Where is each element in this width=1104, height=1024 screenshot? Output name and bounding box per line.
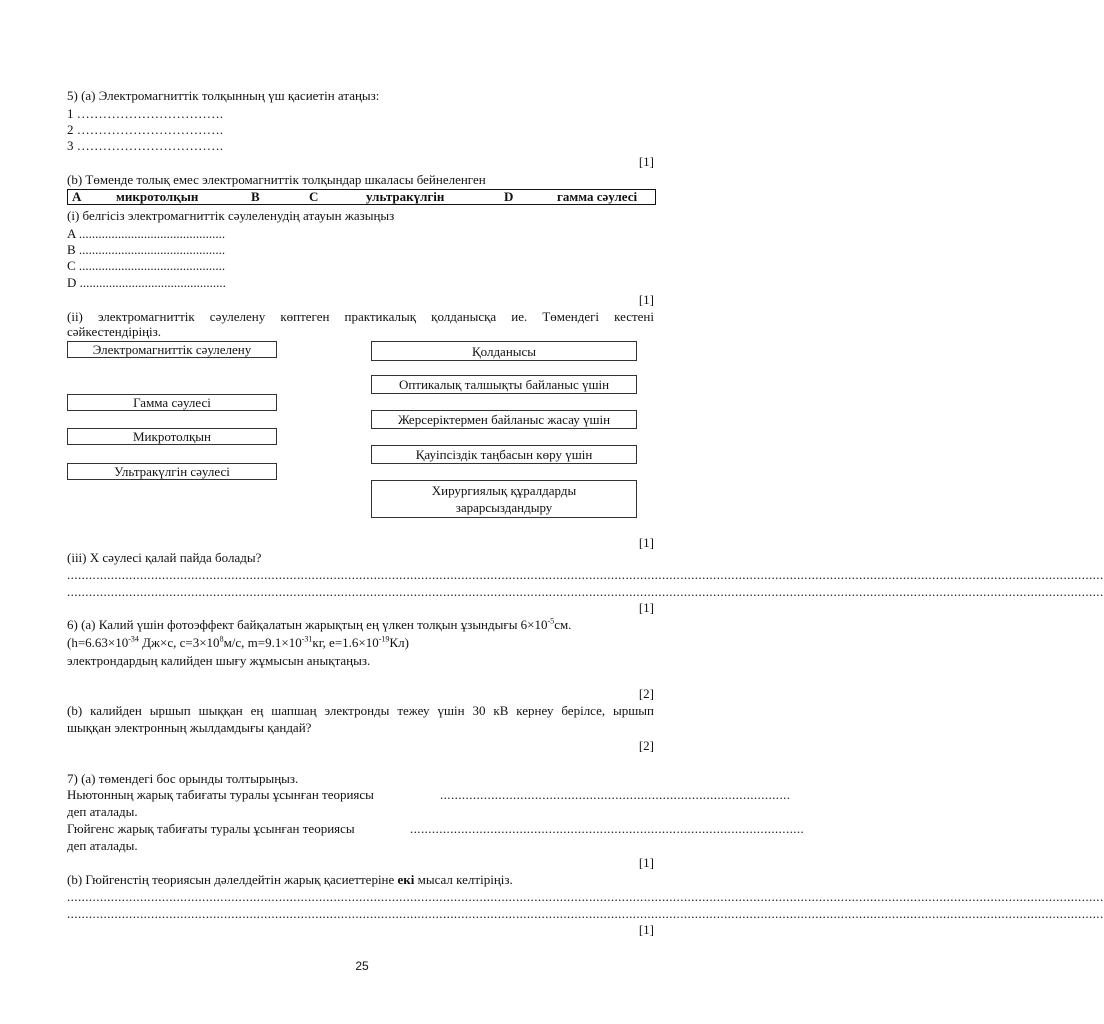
left-item-gamma: Гамма сәулесі: [67, 394, 277, 411]
const-h: (h=6.63×10: [67, 635, 129, 650]
q7b-answer-line-2: ............................................................................................................................................................................................................................................................................................: [67, 906, 1104, 921]
q6a-unit: см.: [554, 617, 572, 632]
q6a-mark: [2]: [638, 686, 654, 701]
right-header-box: Қолданысы: [371, 341, 637, 361]
scale-cell-c: C: [309, 189, 319, 204]
const-m-exp: -31: [301, 634, 313, 644]
q6a-line-3: электрондардың калийден шығу жұмысын анықтаңыз.: [67, 653, 371, 668]
q5biii-prompt: (iii) X сәулесі қалай пайда болады?: [67, 550, 262, 565]
right-item-fiber-optic: Оптикалық талшықты байланыс үшін: [371, 375, 637, 394]
right-item-security-mark: Қауіпсіздік таңбасын көру үшін: [371, 445, 637, 464]
q5bi-line-c: C .............................................: [67, 258, 226, 273]
q5bii-prompt-line-2: сәйкестендіріңіз.: [67, 324, 162, 339]
q5a-prompt: 5) (a) Электромагниттік толқынның үш қасиетін атаңыз:: [67, 88, 380, 103]
q7b-prompt-bold: екі: [397, 872, 415, 887]
q7a-huygens: Гюйгенс жарық табиғаты туралы ұсынған теориясы: [67, 821, 355, 836]
page-number: 25: [355, 959, 369, 973]
const-m: м/с, m=9.1×10: [223, 635, 302, 650]
q5biii-mark: [1]: [638, 600, 654, 615]
q5biii-answer-line-1: ............................................................................................................................................................................................................................................................................................: [67, 567, 1104, 582]
q6b-mark: [2]: [638, 738, 654, 753]
q7b-prompt-start: (b) Гюйгенстің теориясын дәлелдейтін жарық қасиеттеріне: [67, 872, 398, 887]
const-e-unit: Кл): [389, 635, 409, 650]
scale-cell-a: A: [72, 189, 82, 204]
scale-cell-d: D: [504, 189, 514, 204]
q5bi-prompt: (i) белгісіз электромагниттік сәулеленудің атауын жазыңыз: [67, 208, 395, 223]
q5bi-line-d: D .............................................: [67, 275, 226, 290]
scale-cell-microwave: микротолқын: [116, 189, 199, 204]
scale-cell-gamma: гамма сәулесі: [557, 189, 638, 204]
right-item-sterilize-line-1: Хирургиялық құралдарды: [431, 483, 577, 498]
q7a-newton: Ньютонның жарық табиғаты туралы ұсынған теориясы: [67, 787, 374, 802]
scale-cell-b: B: [251, 189, 260, 204]
q7a-mark: [1]: [638, 855, 654, 870]
q7b-mark: [1]: [638, 922, 654, 937]
q5a-answer-line-1: 1 …………………………….: [67, 106, 223, 121]
q6b-line-2: шыққан электронның жылдамдығы қандай?: [67, 720, 312, 735]
const-h-exp: -34: [128, 634, 139, 644]
q7a-newton-blank: ................................................................................................: [440, 787, 791, 802]
q5bii-mark: [1]: [638, 535, 654, 550]
em-scale-table: [67, 189, 656, 205]
q7a-called-1: деп аталады.: [67, 804, 138, 819]
q5a-mark: [1]: [638, 154, 654, 169]
q5b-prompt: (b) Төменде толық емес электромагниттік толқындар шкаласы бейнеленген: [67, 172, 486, 187]
const-e-exp: -19: [378, 634, 390, 644]
const-c-exp: 8: [219, 634, 224, 644]
q5a-answer-line-3: 3 …………………………….: [67, 138, 223, 153]
q7b-prompt-end: мысал келтіріңіз.: [414, 872, 513, 887]
q5biii-answer-line-2: ............................................................................................................................................................................................................................................................................................: [67, 584, 1104, 599]
q5bi-line-a: A .............................................: [67, 226, 226, 241]
q7a-huygens-blank: ............................................................................................................: [410, 821, 805, 836]
left-item-microwave: Микротолқын: [67, 428, 277, 445]
q7b-answer-line-1: ............................................................................................................................................................................................................................................................................................: [67, 889, 1104, 904]
q6a-constants: [67, 635, 409, 651]
const-c: Дж×с, с=3×10: [138, 635, 220, 650]
q5bi-line-b: B .............................................: [67, 242, 226, 257]
left-item-ultraviolet: Ультракүлгін сәулесі: [67, 463, 277, 480]
q6a-line-1: [67, 617, 571, 633]
q7a-called-2: деп аталады.: [67, 838, 138, 853]
q6a-exponent: -5: [547, 616, 555, 626]
right-item-sterilize-line-2: зарарсыздандыру: [455, 500, 553, 515]
q5bii-prompt-line-1: (ii) электромагниттік сәулелену көптеген практикалық қолданысқа ие. Төмендегі кестені: [67, 309, 654, 324]
q6a-text: 6) (a) Калий үшін фотоэффект байқалатын жарықтың ең үлкен толқын ұзындығы 6×10: [67, 617, 548, 632]
q7a-prompt: 7) (а) төмендегі бос орынды толтырыңыз.: [67, 771, 299, 786]
q5bi-mark: [1]: [638, 292, 654, 307]
right-item-sterilize: [371, 480, 637, 518]
right-item-satellite: Жерсеріктермен байланыс жасау үшін: [371, 410, 637, 429]
const-e: кг, е=1.6×10: [312, 635, 379, 650]
scale-cell-ultraviolet: ультракүлгін: [366, 189, 445, 204]
q6b-line-1: (b) калийден ыршып шыққан ең шапшаң электронды тежеу үшін 30 кВ кернеу берілсе, ыршып: [67, 703, 654, 718]
q5a-answer-line-2: 2 …………………………….: [67, 122, 223, 137]
left-header-box: Электромагниттік сәулелену: [67, 341, 277, 358]
q7b-prompt: [67, 872, 513, 888]
